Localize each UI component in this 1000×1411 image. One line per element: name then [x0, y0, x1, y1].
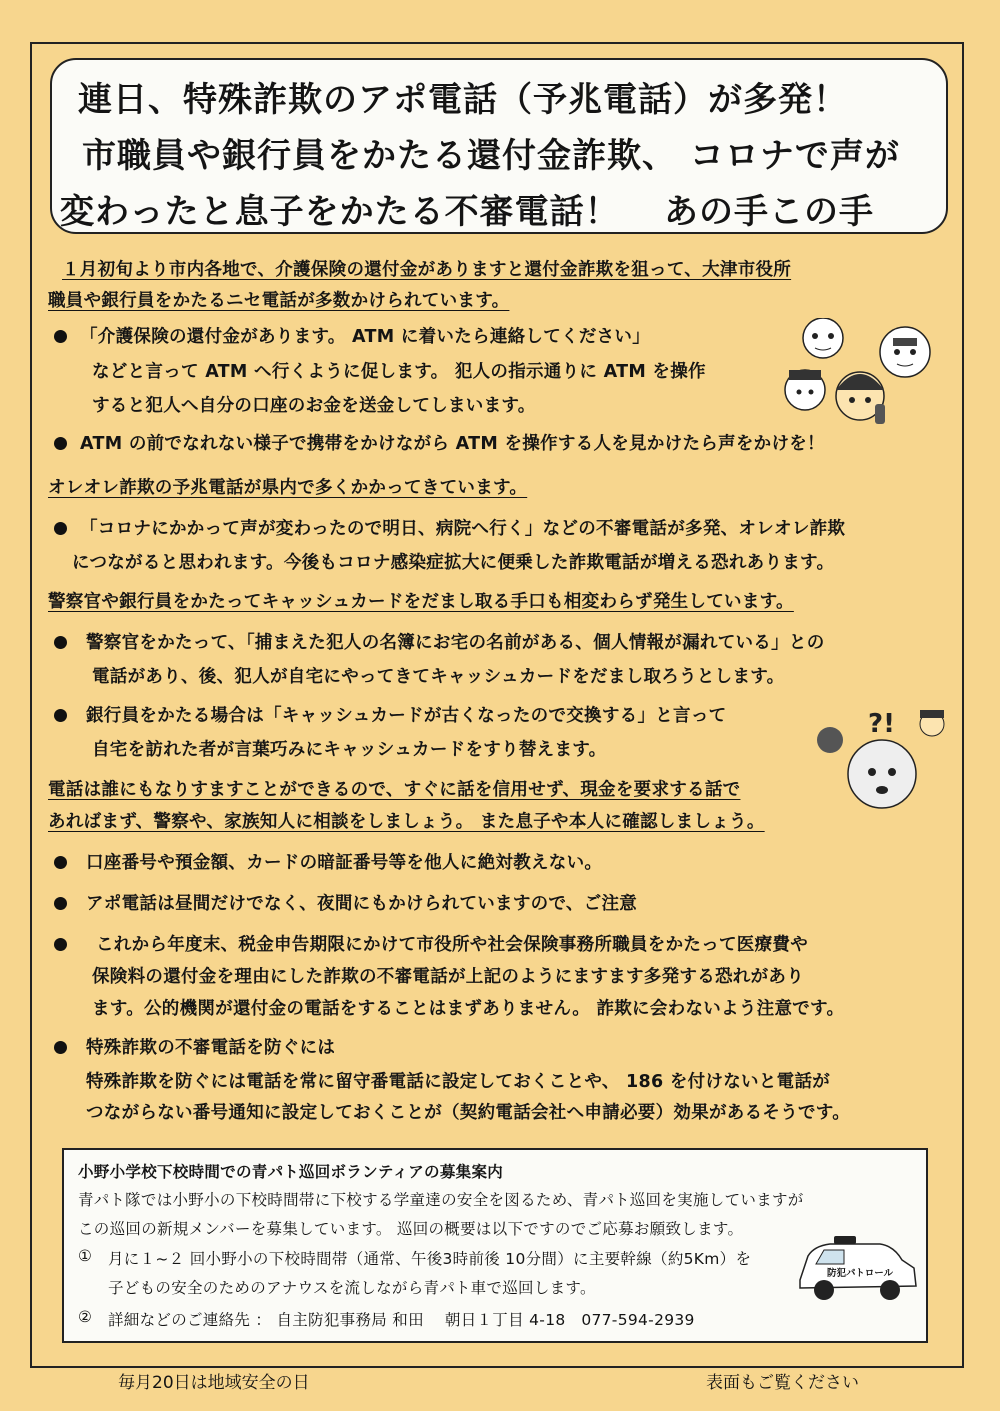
police-line-2: 電話があり、後、犯人が自宅にやってきてキャッシュカードをだまし取ろうとします。: [92, 667, 785, 687]
bullet-dot: [54, 938, 67, 951]
footer-left: 毎月20日は地域安全の日: [118, 1373, 310, 1393]
bullet-dot: [54, 437, 67, 450]
prevent-line-1: 特殊詐欺を防ぐには電話を常に留守番電話に設定しておくことや、 186 を付けないと電話が: [86, 1072, 831, 1092]
headline-line-3a: 変わったと息子をかたる不審電話！: [60, 192, 620, 232]
footer-right: 表面もご覧ください: [706, 1373, 859, 1393]
headline-line-1: 連日、特殊詐欺のアポ電話（予兆電話）が多発！: [78, 80, 848, 120]
refund-line-1: これから年度末、税金申告期限にかけて市役所や社会保険事務所職員をかたって医療費や: [96, 935, 808, 955]
corona-line-1: 「コロナにかかって声が変わったので明日、病院へ行く」などの不審電話が多発、オレオレ詐欺: [80, 519, 846, 539]
bullet-dot: [54, 709, 67, 722]
recruitment-para-1: 青パト隊では小野小の下校時間帯に下校する学童達の安全を図るため、青パト巡回を実施していますが: [78, 1191, 804, 1209]
warning-line-1: 電話は誰にもなりすますことができるので、すぐに話を信用せず、現金を要求する話で: [48, 780, 741, 800]
bullet-dot: [54, 856, 67, 869]
item-2-number: ②: [78, 1308, 93, 1326]
headline-box: [50, 58, 948, 234]
atm-watch-line: ATM の前でなれない様子で携帯をかけながら ATM を操作する人を見かけたら声をかけを！: [80, 434, 825, 454]
surprised-people-illustration: [812, 702, 952, 814]
patrol-car-illustration: [794, 1232, 922, 1304]
recruitment-box: [62, 1148, 928, 1343]
atm-quote-line-2: などと言って ATM へ行くように促します。 犯人の指示通りに ATM を操作: [92, 362, 706, 382]
bullet-dot: [54, 1041, 67, 1054]
refund-line-2: 保険料の還付金を理由にした詐欺の不審電話が上記のようにますます多発する恐れがあり: [92, 967, 804, 987]
item-1-number: ①: [78, 1247, 93, 1265]
prevent-heading: 特殊詐欺の不審電話を防ぐには: [86, 1038, 336, 1058]
headline-line-3b: あの手この手: [664, 192, 874, 232]
phone-call-illustration: [775, 318, 945, 430]
bank-line-2: 自宅を訪れた者が言葉巧みにキャッシュカードをすり替えます。: [92, 740, 607, 760]
corona-line-2: につながると思われます。今後もコロナ感染症拡大に便乗した詐欺電話が増える恐れあります。: [72, 553, 835, 573]
refund-line-3: ます。公的機関が還付金の電話をすることはまずありません。 詐欺に会わないよう注意です。: [92, 999, 845, 1019]
intro-line-1: １月初旬より市内各地で、介護保険の還付金がありますと還付金詐欺を狙って、大津市役所: [62, 260, 792, 280]
oreore-heading: オレオレ詐欺の予兆電話が県内で多くかかってきています。: [48, 478, 528, 498]
police-line-1: 警察官をかたって、「捕まえた犯人の名簿にお宅の名前がある、個人情報が漏れている」との: [86, 633, 825, 653]
bullet-dot: [54, 330, 67, 343]
atm-quote-line-1: 「介護保険の還付金があります。 ATM に着いたら連絡してください」: [80, 327, 651, 347]
headline-line-2: 市職員や銀行員をかたる還付金詐欺、 コロナで声が: [82, 136, 900, 176]
atm-quote-line-3: すると犯人へ自分の口座のお金を送金してしまいます。: [92, 396, 536, 416]
bullet-dot: [54, 522, 67, 535]
bank-line-1: 銀行員をかたる場合は「キャッシュカードが古くなったので交換する」と言って: [86, 706, 727, 726]
item-1-line-2: 子どもの安全のためのアナウスを流しながら青パト車で巡回します。: [108, 1279, 596, 1297]
pin-warning: 口座番号や預金額、カードの暗証番号等を他人に絶対教えない。: [86, 853, 603, 873]
intro-line-2: 職員や銀行員をかたるニセ電話が多数かけられています。: [48, 291, 510, 311]
contact-info: 詳細などのご連絡先 ： 自主防犯事務局 和田 朝日１丁目 4-18 077-594-2939: [108, 1311, 695, 1329]
night-call-warning: アポ電話は昼間だけでなく、夜間にもかけられていますので、ご注意: [86, 894, 638, 914]
patrol-car-label: 防犯パトロール: [826, 1268, 894, 1279]
recruitment-title: 小野小学校下校時間での青パト巡回ボランティアの募集案内: [78, 1163, 504, 1181]
warning-line-2: あればまず、警察や、家族知人に相談をしましょう。 また息子や本人に確認しましょう。: [48, 812, 765, 832]
surprise-marks: ?!: [868, 709, 895, 739]
prevent-line-2: つながらない番号通知に設定しておくことが（契約電話会社へ申請必要）効果があるそうです。: [86, 1103, 850, 1123]
recruitment-para-2: この巡回の新規メンバーを募集しています。 巡回の概要は以下ですのでご応募お願致します。: [78, 1220, 744, 1238]
cashcard-heading: 警察官や銀行員をかたってキャッシュカードをだまし取る手口も相変わらず発生しています。: [48, 592, 794, 612]
item-1-line-1: 月に１~２ 回小野小の下校時間帯（通常、午後3時前後 10分間）に主要幹線（約5Km）を: [108, 1250, 752, 1268]
bullet-dot: [54, 636, 67, 649]
bullet-dot: [54, 897, 67, 910]
